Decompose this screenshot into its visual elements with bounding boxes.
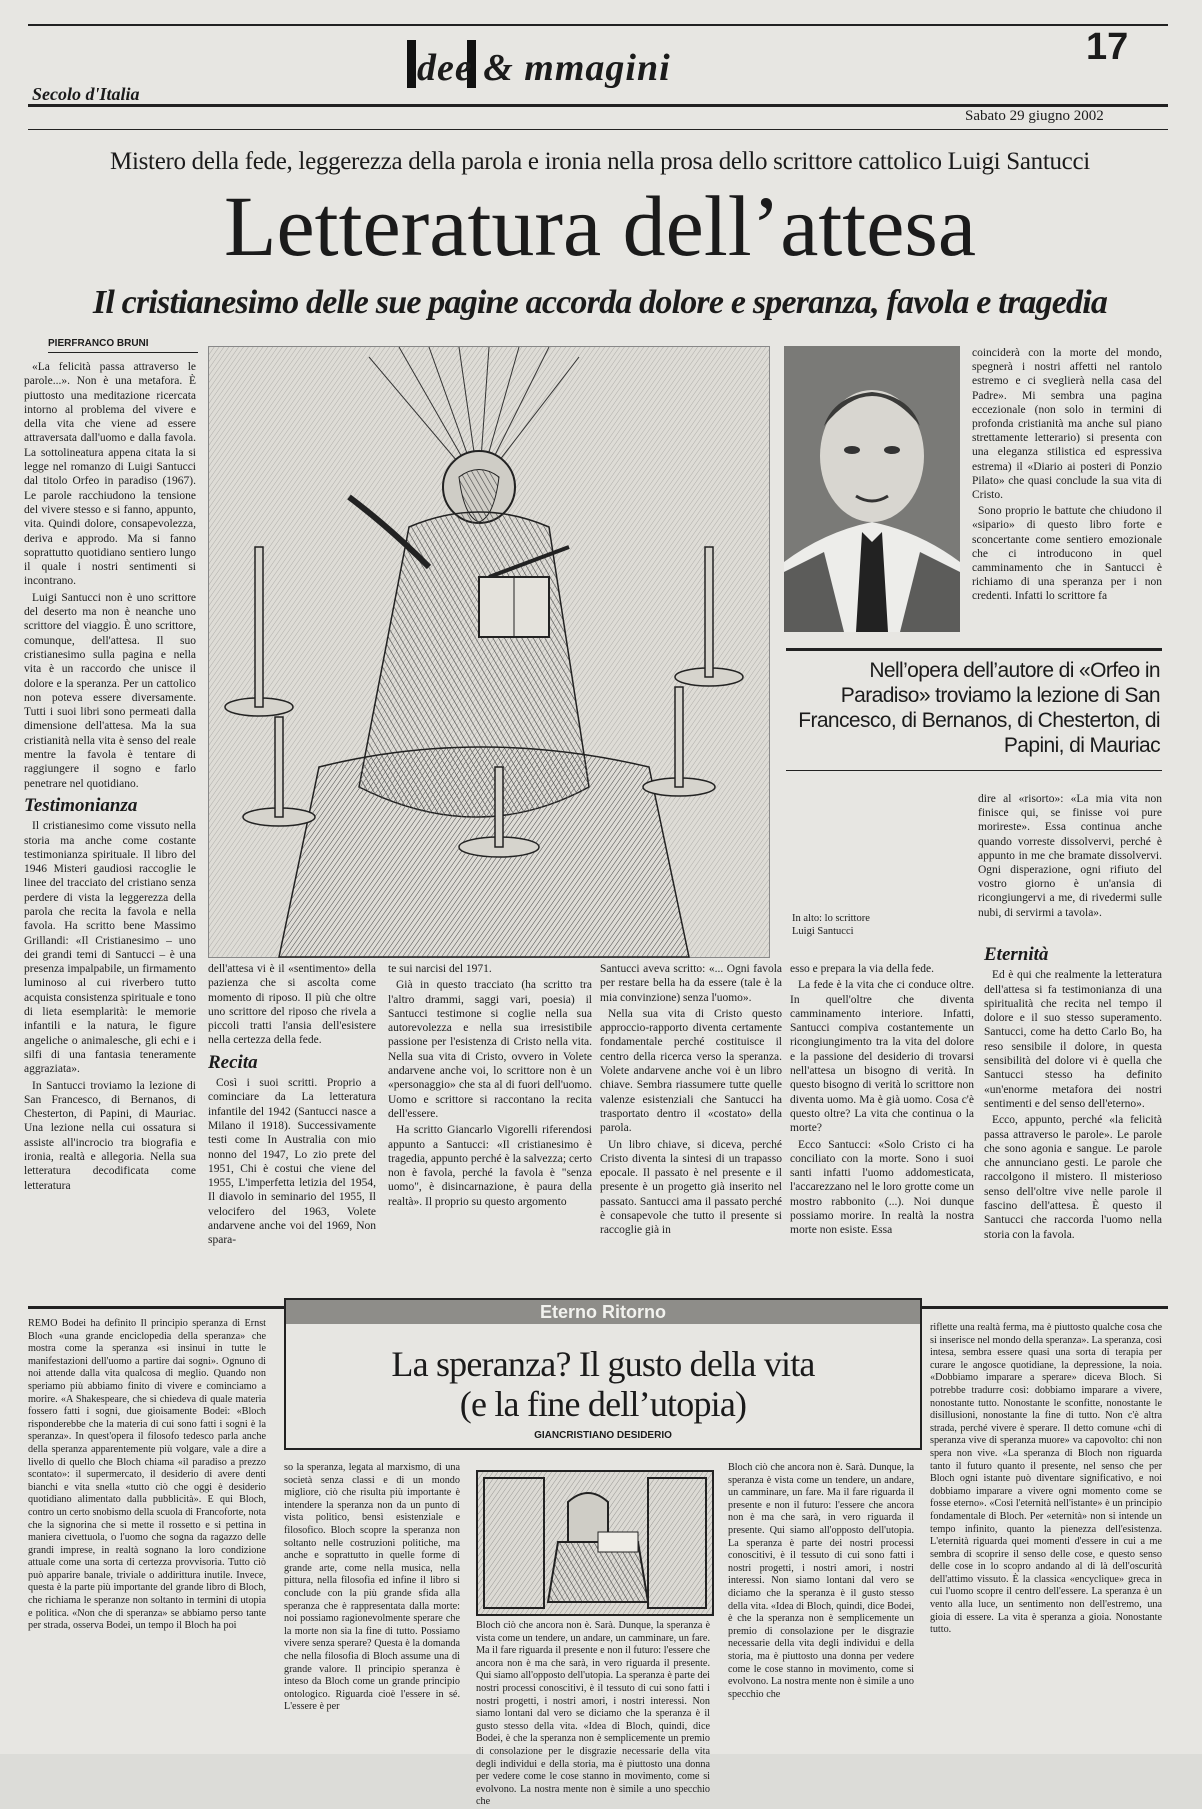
section-heading-testimonianza: Testimonianza — [24, 794, 138, 816]
box-column-3 — [728, 1462, 914, 1742]
date-rule — [28, 129, 1168, 130]
article-column-2 — [208, 962, 376, 1272]
pullquote: Nell’opera dell’autore di «Orfeo in Paradiso» troviamo la lezione di San Francesco, di Bernanos, di Chesterton, di Papini, di Mauriac — [798, 659, 1160, 757]
paragraph: Sono proprio le battute che chiudono il «sipario» di questo libro forte e sconcertante come sentiero emozionale che ci introducono in quel camminamento che in Santucci è richiamo di una speranza per i non credenti. Infatti lo scrittore fa — [972, 505, 1162, 603]
box-column-4 — [930, 1322, 1162, 1742]
woodcut-illustration — [476, 1470, 714, 1616]
right-column-middle — [978, 792, 1162, 942]
paragraph: te sui narcisi del 1971. — [388, 963, 492, 975]
paragraph: La fede è la vita che ci conduce oltre. In quell'oltre che diventa camminamento interiore. Infatti, Santucci compiva costantemente un ricongiungimento tra la vita del dolore e la passione del desiderio di trovarsi nell'attesa un bisogno di verità. In questo bisogno di verità lo scrittore non diventa uomo. Ma è già uomo. Cosa c'è questo oltre? La vita che continua o la morte? — [790, 979, 974, 1135]
paragraph: «La felicità passa attraverso le parole...». Non è una metafora. È piuttosto una meditazione ricercata intorno al problema del vivere e della vita che viene ad essere attraversata dall'uomo e dalla favola. La sottolineatura appena citata la si legge nel romanzo di Luigi Santucci dal titolo Orfeo in paradiso (1967). Le parole racchiudono la tensione del vivere stesso e si fanno, appunto, vita. Quindi dolore, consapevolezza, deriva e approdo. Ma si fanno soprattutto quotidiano sentiero lungo il quale i nostri sentimenti si incontrano. — [24, 361, 196, 588]
woodcut-drawing — [478, 1472, 712, 1614]
pullquote-rule-top — [786, 648, 1162, 651]
paragraph: dire al «risorto»: «La mia vita non finisce qui, se finisse voi pure morireste». Essa continua anche quando vorreste dissolvervi, perché è appunto in me che bramate dissolvervi. Ogni disperazione, ogni rifiuto del vostro giorno è un'ansia di ricongiungervi a me, di rivedermi sulle nubi, di servirmi a tavola». — [978, 793, 1162, 919]
section-masthead — [395, 28, 725, 100]
author-portrait-drawing — [784, 346, 960, 632]
photo-caption: In alto: lo scrittore Luigi Santucci — [792, 913, 870, 937]
paragraph: REMO Bodei ha definito Il principio speranza di Ernst Bloch «una grande enciclopedia della speranza» che mostra come la speranza «si insinui in tutte le manifestazioni dell'uomo a partire dai sogni». Ognuno di noi attende dalla vita qualcosa di meglio. Quando non speriamo più abbiamo finito di vivere e cominciamo a morire. «A Shakespeare, che si chiedeva di quale materia fossero fatti i sogni, due gioisamente Bodei: «Bloch risponderebbe che la materia di cui sono fatti i sogni è la speranza». In quest'opera il filosofo tedesco parla anche della speranza apparentemente più volgare, vale a dire a livello di quello che Bloch chiama «il paradiso a prezzo scontato»: il supermercato, il desiderio di avere denti bianchi e vita snella «tutto ciò che oggi è desiderio quotidiano alimentato dalla pubblicità». E qui Bloch, contro un certo snobismo della scuola di Francoforte, nota che la signorina che si mette il rossetto e si pettina in maniera civettuola, o l'uomo che sogna da ragazzo delle grandi imprese, in realtà sognano la loro condizione attuale come una sorta di certezza provvisoria. Tutto ciò può apparire banale, triviale o addirittura inutile. Invece, questa è la parte più importante del grande libro di Bloch, che richiama le speranze non soltanto in termini di utopia e politica. «Non che di speranza» se abbiamo perso tante per strada, osserva Bodei, un tempo il Bloch ha poi — [28, 1318, 266, 1632]
paragraph: Un libro chiave, si diceva, perché Cristo diventa la sintesi di un trapasso epocale. Il passato è nel presente e il presente è un progetto già inserito nel passato. Santucci ama il passato perché è consapevole che tutto il presente si raccoglie già in — [600, 1138, 782, 1237]
article-column-4 — [600, 962, 782, 1272]
paragraph: esso e prepara la via della fede. — [790, 963, 934, 975]
section-heading-eternita: Eternità — [984, 944, 1049, 965]
sidebar-title-box — [284, 1298, 922, 1450]
box-headline-line-1: La speranza? Il gusto della vita — [391, 1344, 815, 1384]
paragraph: In Santucci troviamo la lezione di San Francesco, di Bernanos, di Chesterton, di Papini, di Mauriac. Una lezione nella cui ossatura si assiste all'incrocio tra biografia e ironia, realtà e allegoria. Nella sua letteratura decodificata come letteratura — [24, 1079, 196, 1192]
article-column-1 — [24, 360, 196, 1192]
box-headline-line-2: (e la fine dell’utopia) — [459, 1384, 747, 1424]
paragraph: Bloch ciò che ancora non è. Sarà. Dunque, la speranza è vista come un tendere, un andare, un camminare, un fare. Ma il fare riguarda il presente e non il futuro: l'essere che ancora non è ma che sarà, in vero riguarda il presente. Qui siamo all'opposto dell'utopia. La speranza è parte dei nostri processi conoscitivi, è il tessuto di cui sono fatti i nostri progetti, i nostri amori, i nostri interessi. Non siamo lontani dal vero se diciamo che la speranza è il gusto stesso della vita. «Idea di Bloch, quindi, dice Bodei, è che la speranza non è semplicemente un premio di consolazione per le disgrazie necessarie della vita degli individui e della storia, ma è piuttosto una donna per vedere come le cose stanno in movimento, come si evolvono. La nostra mente non è simile a uno specchio che — [476, 1620, 710, 1808]
article-column-6 — [984, 944, 1162, 1274]
paragraph: dell'attesa vi è il «sentimento» della pazienza che si ascolta come momento di riposo. Il più che oltre uno scrittore del riposo che rivela a piccoli tratti l'ansia dell'esistere nella certezza della fede. — [208, 963, 376, 1047]
article-headline: Letteratura dell’attesa — [223, 178, 977, 274]
byline: PIERFRANCO BRUNI — [48, 338, 149, 349]
paragraph: Ha scritto Giancarlo Vigorelli riferendosi appunto a Santucci: «Il cristianesimo è tragedia, appunto perché è la salvezza; certo non è favola, perché la favola è "senza uomo", è disincarnazione, è paura della realtà». Il proprio su questo argomento — [388, 1124, 592, 1208]
page-number: 17 — [1086, 26, 1129, 68]
pullquote-rule-bottom — [786, 770, 1162, 771]
right-column-top — [972, 346, 1162, 632]
paragraph: Il cristianesimo come vissuto nella storia ma anche come costante testimonianza spirituale. Il libro del 1946 Misteri gaudiosi raccoglie le linee del tracciato del cristiano senza perdere di vista la leggerezza della parola che recita la favola e nella favola. Ha scritto bene Massimo Grillandi: «Il Cristianesimo – uno dei grandi temi di Santucci – è una presenza impalpabile, un firmamento luminoso al cui riverbero tutto acquista consistenza spirituale e tono di lieta esemplarità: le memorie infantili e la natura, le figure angeliche o animalesche, gli echi e i silfi di una fantasia teneramente aggraziata». — [24, 820, 196, 1076]
article-kicker: Mistero della fede, leggerezza della parola e ironia nella prosa dello scrittore cattolico Luigi Santucci — [110, 148, 1090, 175]
paragraph: coinciderà con la morte del mondo, spegnerà i nostri affetti nel rantolo estremo e ci sveglierà nella casa del Padre». Mi sembra una pagina eccezionale (non solo in termini di profonda cristianità ma anche sul piano strettamente letterario) si presenta con una eleganza stilistica ed espressiva estrema) il «Diario ai posteri di Ponzio Pilato» che quasi conclude la sua vita di Cristo. — [972, 347, 1162, 502]
paragraph: so la speranza, legata al marxismo, di una società senza classi e di un mondo migliore, ciò che risulta più importante è intendere la speranza non da un punto di vista politico, bensì esistenziale e filosofico. Bloch scopre la speranza non soltanto nelle costruzioni politiche, ma anche e soprattutto in quelle forme di grande arte, come nella musica, nella pittura, nella filosofia ed infine il libro si conclude con la più grande sfida alla speranza che è rappresentata dalla morte: noi possiamo ragionevolmente sperare che la morte non sia la fine di tutto. Possiamo vivere senza sperare? Questa è la domanda che nella filosofia di Bloch assume una di grande valore. Il principio speranza è inteso da Bloch come un grande principio ontologico. Riguarda cioè l'essere in sé. L'essere è per — [284, 1462, 460, 1713]
box-banner: Eterno Ritorno — [286, 1300, 920, 1324]
box-byline: GIANCRISTIANO DESIDERIO — [534, 1430, 672, 1441]
header-rule — [28, 104, 1168, 107]
box-column-1 — [28, 1318, 266, 1742]
article-subheadline: Il cristianesimo delle sue pagine accorda dolore e speranza, favola e tragedia — [92, 284, 1108, 321]
issue-date: Sabato 29 giugno 2002 — [965, 108, 1104, 124]
paragraph: Luigi Santucci non è uno scrittore del deserto ma non è neanche uno scrittore del viaggio. È uno scrittore, comunque, dell'attesa. Il suo cristianesimo sulla pagina e nella vita è un raccordo che unisce il dolore e la speranza. Per un cattolico non poteva essere diversamente. Tutti i suoi libri sono permeati dalla dimensione dell'attesa. Ma la sua cristianità nella vita è senso del reale mentre la favola è tentare di raggiungere il sogno e farlo penetrare nel quotidiano. — [24, 591, 196, 790]
paragraph: Bloch ciò che ancora non è. Sarà. Dunque, la speranza è vista come un tendere, un andare, un camminare, un fare. Ma il fare riguarda il presente e non il futuro: l'essere che ancora non è ma che sarà, in vero riguarda il presente. Qui siamo all'opposto dell'utopia. La speranza è parte dei nostri processi conoscitivi, è il tessuto di cui sono fatti i nostri progetti, i nostri amori, i nostri interessi. Non siamo lontani dal vero se diciamo che la speranza è il gusto stesso della vita. «Idea di Bloch, quindi, dice Bodei, è che la speranza non è semplicemente un premio di consolazione per le disgrazie necessarie della vita degli individui e della storia, ma è piuttosto una donna per vedere come le cose stanno in movimento, come si evolvono. La nostra mente non è simile a uno specchio che — [728, 1462, 914, 1700]
paragraph: Così i suoi scritti. Proprio a cominciare da La letteratura infantile del 1942 (Santucci nasce a Milano il 1918). Successivamente testi come In Australia con mio nonno del 1947, Lo zio prete del 1951, Chi è costui che viene del 1955, L'imperfetta letizia del 1954, Il diavolo in seminario del 1955, Il velocifero del 1963, Volete andarvene anche voi del 1969, Non spara- — [208, 1077, 376, 1247]
paragraph: Santucci aveva scritto: «... Ogni favola per restare bella ha da essere (tale è la mia convinzione) senza l'uomo». — [600, 963, 782, 1004]
paragraph: Già in questo tracciato (ha scritto tra l'altro drammi, saggi vari, poesia) il Santucci testimone si coglie nella sua autorevolezza e nella sua irresistibile passione per l'esistenza di Cristo nella vita. Nella sua vita di Cristo, ovvero in Volete andarvene anche voi, lo scrittore non è un «personaggio» che sta al di fuori dell'uomo. Uomo e scrittore si raccontano la recita dell'essere. — [388, 979, 592, 1120]
section-heading-recita: Recita — [208, 1051, 258, 1073]
box-column-2 — [284, 1462, 460, 1742]
paragraph: riflette una realtà ferma, ma è piuttosto qualche cosa che si inserisce nel mondo della speranza». La speranza, così intesa, sembra essere quasi una sorta di terapia per curare le angosce quotidiane, la depressione, la noia. «Dobbiamo imparare a sperare» diceva Bloch. Si potrebbe tradurre così: dobbiamo imparare a vivere, nonostante tutto. Nonostante le sconfitte, nonostante le disillusioni, nonostante la fine di tutto. Non c'è altra strada, perché vivere è sperare. Il detto comune «chi di speranza vive di speranza muore» va capovolto: chi non spera non vive. «La speranza di Bloch non riguarda tanto il futuro quanto il presente, nel senso che per Bloch ogni istante può diventare significativo, e noi dobbiamo imparare a vivere ogni momento come se fosse eterno». «Così l'eternità nell'istante» è un principio fondamentale di Bloch. Per «eternità» non si intende un tempo infinito, quanto la pienezza dell'esistenza. L'eternità riguarda quei momenti d'essere in cui a me sembra di scoprire il senso delle cose, e questo senso delle cose in lo scopro andando al di là dell'oscurità dell'attimo vissuto. È la classica «encyclique» greca in cui l'uomo scopre il centro dell'essere. La speranza è un vento alla luce, un sentimento non dell'estremo, una gioia di essere. La vita è speranza a gioia. Nonostante tutto. — [930, 1322, 1162, 1636]
paragraph: Ecco Santucci: «Solo Cristo ci ha conciliato con la morte. Sono i suoi santi infatti l'uomo addomesticata, l'accarezzano nel le loro grotte come un mostro rabbonito (...). Noi dunque possiamo morire. In realtà la nostra morte non esiste. Essa — [790, 1138, 974, 1237]
section-bar-left — [407, 40, 416, 88]
newspaper-name: Secolo d'Italia — [32, 84, 140, 104]
paragraph: Nella sua vita di Cristo questo approccio-rapporto diventa certamente fondamentale perché costituisce il centro della ricerca verso la speranza. Volete andarvene anche voi è un libro chiave. Sembra riassumere tutte quelle valenze esistenziali che Santucci ha trasportato dentro il «costato» della parola. — [600, 1007, 782, 1135]
paragraph: Ecco, appunto, perché «la felicità passa attraverso le parole». Le parole che sono agonia e sangue. Le parole che annunciano gesti. Le parole che raccolgono il mistero. Il misterioso senso dell'oltre vive nelle parole il fascino dell'attesa. È questo il Santucci che raccorda l'uomo nella storia con la favola. — [984, 1114, 1162, 1241]
box-column-3-lower — [476, 1620, 710, 1808]
paragraph: Ed è qui che realmente la letteratura dell'attesa si fa testimonianza di una spiritualità che recita nel tempo il dolore e il suo stesso superamento. Santucci, come ha detto Carlo Bo, ha reso sensibile il dolore, in questa sensibilità del dolore vi è quella che Santucci stesso ha definito «un'enorme metafora dei nostri sentimenti e del senso dell'eterno». — [984, 969, 1162, 1110]
byline-rule — [48, 352, 198, 353]
engraving-illustration — [208, 346, 770, 958]
section-title: dee & mmagini — [417, 47, 671, 89]
top-rule — [28, 24, 1168, 26]
article-column-3 — [388, 962, 592, 1272]
article-column-5 — [790, 962, 974, 1272]
author-photo — [784, 346, 960, 632]
engraving-drawing — [209, 347, 769, 957]
